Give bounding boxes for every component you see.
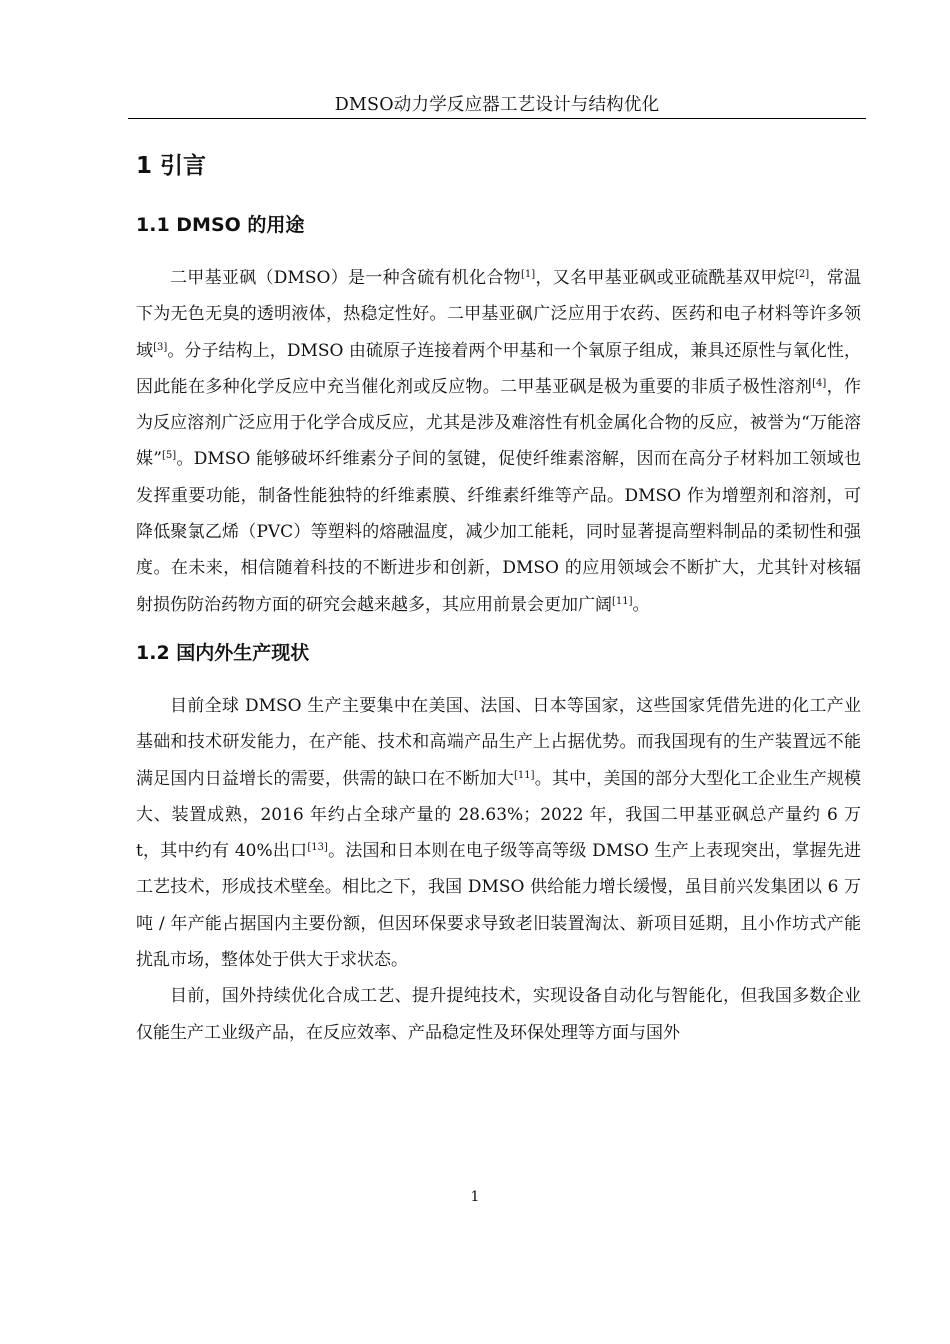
section-heading-1-2: 1.2 国内外生产现状: [136, 641, 310, 664]
paragraph-text: 。: [632, 594, 650, 615]
paragraph-text: 。分子结构上，DMSO 由硫原子连接着两个甲基和一个氧原子组成，兼具还原性与氧化性，因此能在多种化学反应中充当催化剂或反应物。二甲基亚砜是极为重要的非质子极性溶剂: [136, 340, 861, 397]
chapter-title: 1 引言: [136, 153, 207, 179]
paragraph-text: 。DMSO 能够破坏纤维素分子间的氢键，促使纤维素溶解，因而在高分子材料加工领域也发挥重要功能，制备性能独特的纤维素膜、纤维素纤维等产品。DMSO 作为增塑剂和溶剂，可降低聚氯乙烯（PVC）等塑料的熔融温度，减少加工能耗，同时显著提高塑料制品的柔韧性和强度。在未来，相信随着科技的不断进步和创新，DMSO 的应用领域会不断扩大，尤其针对核辐射损伤防治药物方面的研究会越来越多，其应用前景会更加广阔: [136, 449, 861, 615]
citation-ref: [11]: [612, 595, 633, 607]
header-divider: [128, 118, 866, 119]
paragraph: [136, 978, 861, 1050]
citation-ref: [3]: [153, 341, 168, 353]
paragraph-text: ，常温下为无色无臭的透明液体，热稳定性好。二甲基亚砜广泛应用于农药、医药和电子材料等许多领域: [136, 268, 862, 361]
citation-ref: [1]: [521, 269, 536, 280]
citation-ref: [4]: [812, 377, 827, 389]
paragraph-text: ，作为反应溶剂广泛应用于化学合成反应，尤其是涉及难溶性有机金属化合物的反应，被誉为“万能溶媒”: [136, 376, 862, 470]
paragraph-text: ，又名甲基亚砜或亚硫酰基双甲烷: [535, 268, 795, 288]
paragraph-text: 。法国和日本则在电子级等高等级 DMSO 生产上表现突出，掌握先进工艺技术，形成技术壁垒。相比之下，我国 DMSO 供给能力增长缓慢，虽目前兴发集团以 6 万吨 / 年产能占据国内主要份额，但因环保要求导致老旧装置淘汰、新项目延期，且小作坊式产能扰乱市场，整体处于供大于求状态。: [136, 841, 861, 971]
paragraph-text: 。其中，美国的部分大型化工企业生产规模大、装置成熟，2016 年约占全球产量的 28.63%；2022 年，我国二甲基亚砜总产量约 6 万 t，其中约有 40%出口: [136, 768, 862, 862]
citation-ref: [5]: [161, 450, 177, 462]
citation-ref: [11]: [514, 769, 535, 781]
section-heading-1-1: 1.1 DMSO 的用途: [136, 214, 305, 236]
citation-ref: [13]: [307, 842, 328, 854]
page-number: 1: [470, 1189, 480, 1205]
document-body: [136, 140, 861, 1050]
paragraph: [136, 260, 861, 623]
paragraph: [136, 688, 861, 978]
paragraph-text: 目前全球 DMSO 生产主要集中在美国、法国、日本等国家，这些国家凭借先进的化工产业基础和技术研发能力，在产能、技术和高端产品生产上占据优势。而我国现有的生产装置远不能满足国内日益增长的需要，供需的缺口在不断加大: [136, 695, 861, 789]
paragraph-text: 目前，国外持续优化合成工艺、提升提纯技术，实现设备自动化与智能化，但我国多数企业仅能生产工业级产品，在反应效率、产品稳定性及环保处理等方面与国外: [136, 986, 861, 1043]
paragraph-text: 二甲基亚砜（DMSO）是一种含硫有机化合物: [170, 268, 521, 288]
citation-ref: [2]: [794, 269, 810, 280]
running-header: DMSO动力学反应器工艺设计与结构优化: [334, 95, 660, 115]
